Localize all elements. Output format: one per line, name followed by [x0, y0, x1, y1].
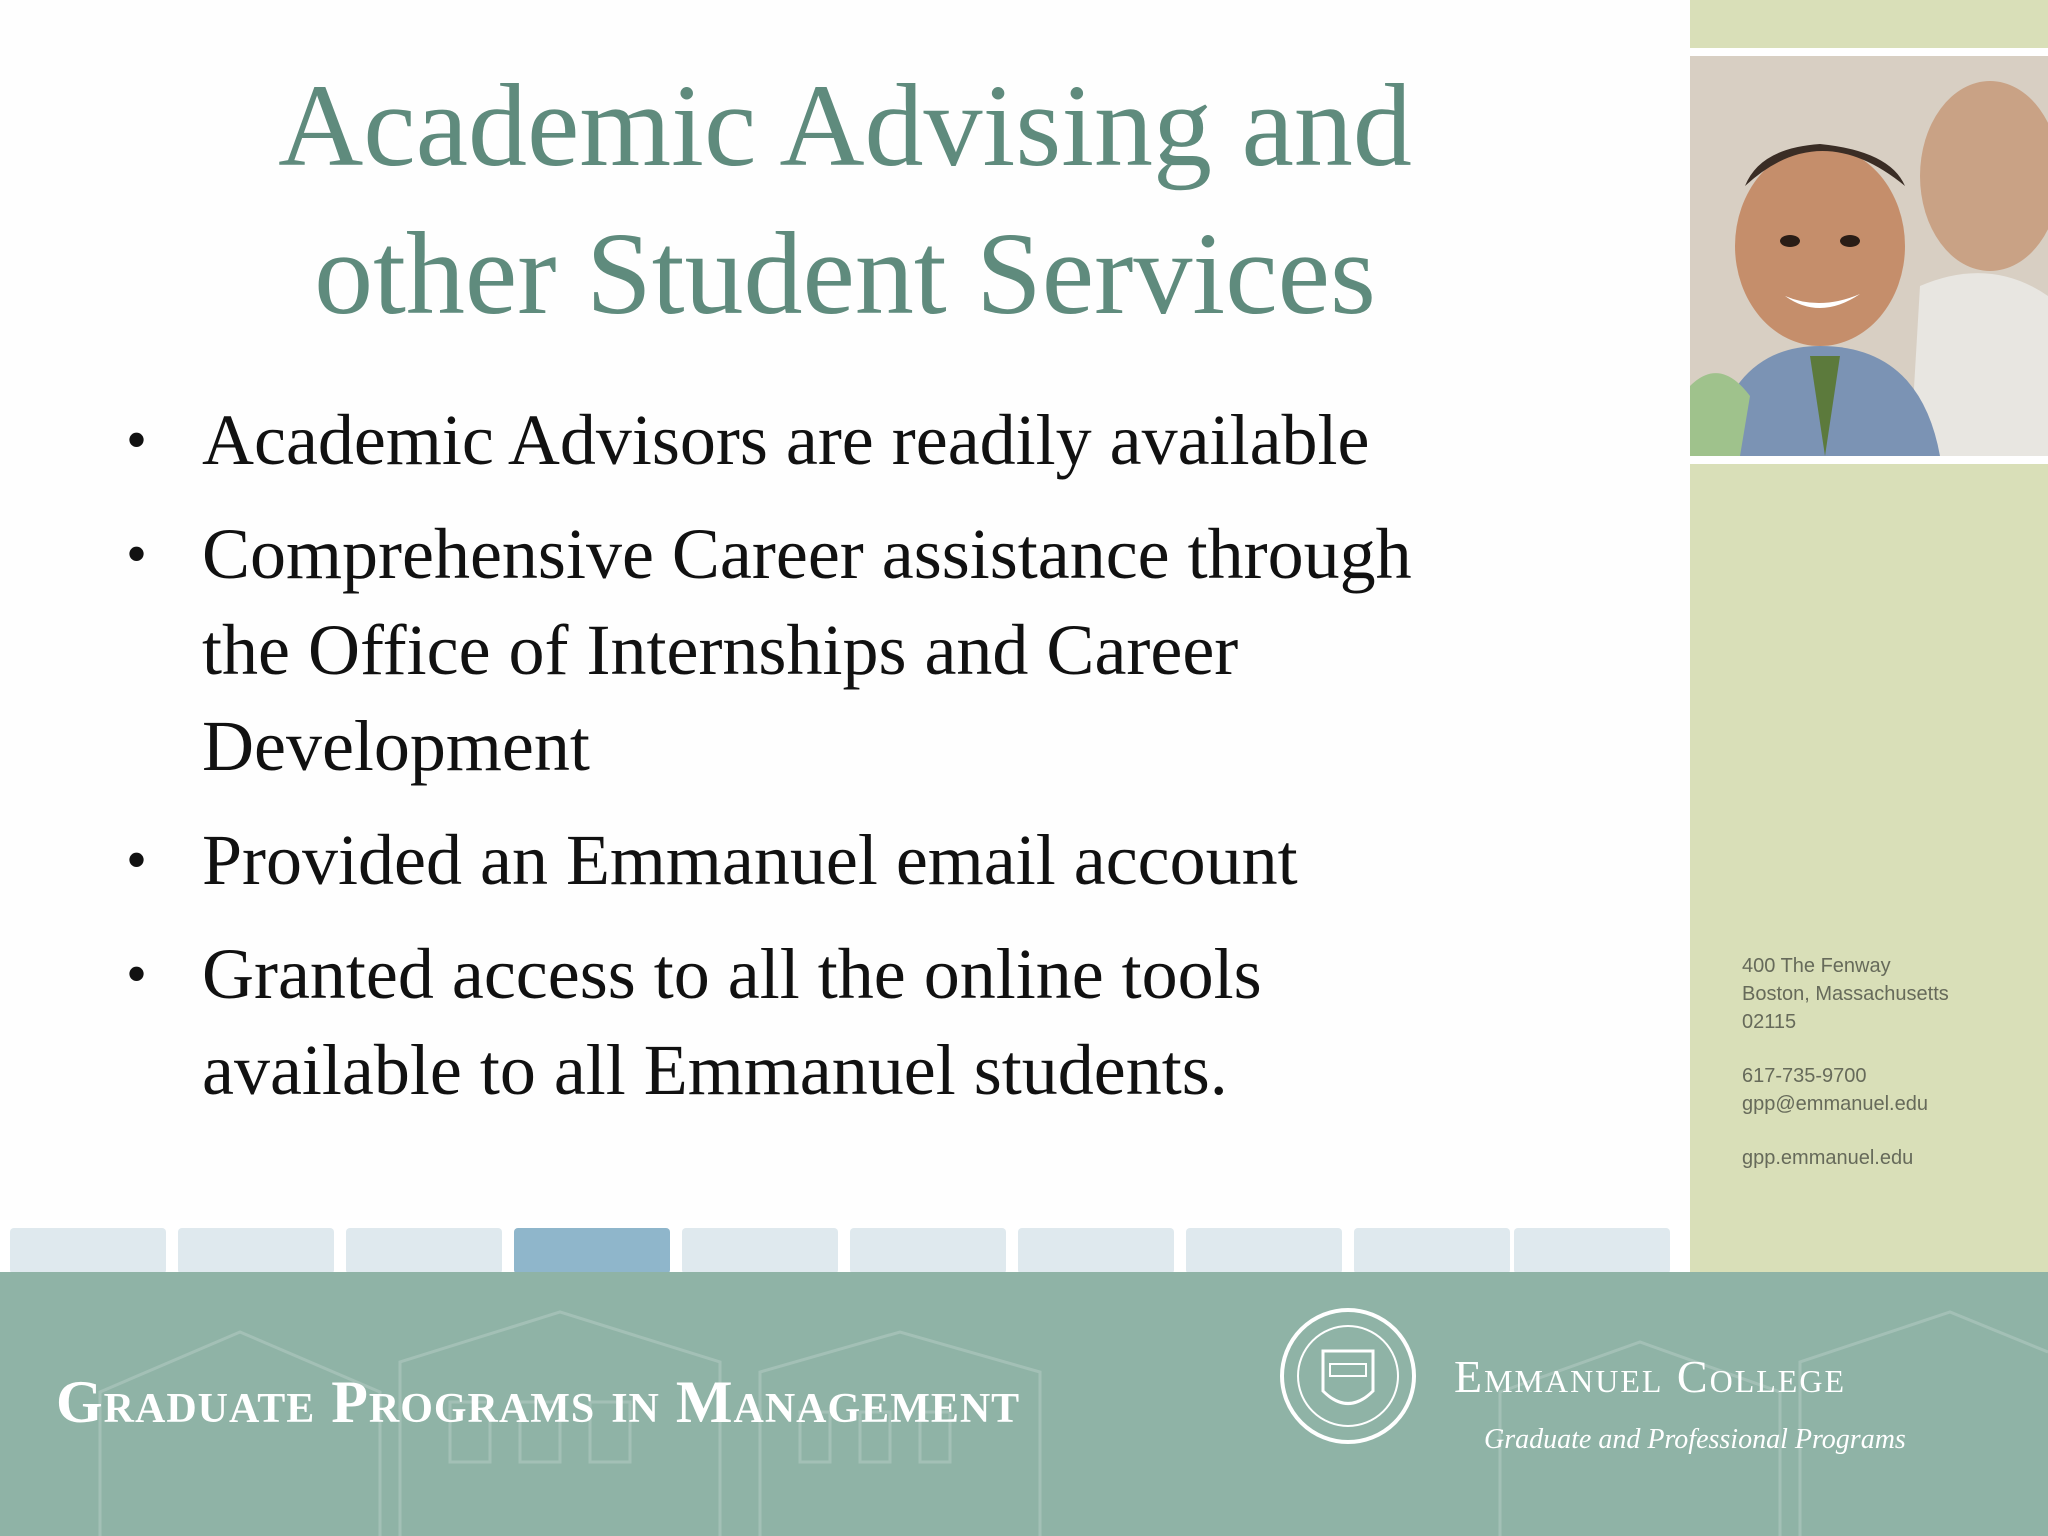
address-zip: 02115	[1742, 1011, 1797, 1033]
sidebar-divider	[1690, 48, 2048, 56]
progress-tabs	[10, 1228, 1670, 1274]
bullet-text-line: Development	[202, 706, 590, 786]
bullet-glyph: •	[126, 521, 148, 587]
college-seal-icon	[1278, 1306, 1418, 1446]
footer-program-name: Graduate Programs in Management	[56, 1369, 1021, 1435]
bullet-item	[118, 392, 1538, 488]
contact-website[interactable]: gpp.emmanuel.edu	[1742, 1147, 1914, 1169]
people-photo-icon	[1690, 56, 2048, 456]
sidebar-divider	[1690, 456, 2048, 464]
progress-tab[interactable]	[178, 1228, 334, 1274]
bullet-glyph: •	[126, 941, 148, 1007]
bullet-text-line: available to all Emmanuel students.	[202, 1030, 1228, 1110]
footer-banner	[0, 1272, 2048, 1536]
bullet-list	[118, 392, 1538, 1136]
progress-tab[interactable]	[1018, 1228, 1174, 1274]
progress-tab[interactable]	[682, 1228, 838, 1274]
bullet-text-line: Granted access to all the online tools	[202, 934, 1262, 1014]
progress-tab[interactable]	[850, 1228, 1006, 1274]
bullet-item	[118, 926, 1538, 1118]
slide-title-line: Academic Advising and	[278, 60, 1412, 191]
address-street: 400 The Fenway	[1742, 955, 1891, 977]
progress-tab[interactable]	[346, 1228, 502, 1274]
bullet-glyph: •	[126, 407, 148, 473]
bullet-item	[118, 506, 1538, 794]
college-subtitle: Graduate and Professional Programs	[1484, 1424, 1906, 1455]
progress-tab[interactable]	[1514, 1228, 1670, 1274]
contact-info	[1742, 952, 2042, 1172]
bullet-text-line: Comprehensive Career assistance through	[202, 514, 1412, 594]
bullet-item	[118, 812, 1538, 908]
progress-tab[interactable]	[1354, 1228, 1510, 1274]
contact-phone: 617-735-9700	[1742, 1065, 1867, 1087]
progress-tab[interactable]	[1186, 1228, 1342, 1274]
bullet-glyph: •	[126, 827, 148, 893]
bullet-text: Provided an Emmanuel email account	[202, 820, 1298, 900]
contact-email[interactable]: gpp@emmanuel.edu	[1742, 1093, 1928, 1115]
people-photo	[1690, 56, 2048, 456]
progress-tab-active[interactable]	[514, 1228, 670, 1274]
slide-title	[0, 52, 1690, 348]
slide-title-line: other Student Services	[314, 208, 1376, 339]
college-name: Emmanuel College	[1454, 1351, 1847, 1402]
progress-tab[interactable]	[10, 1228, 166, 1274]
bullet-text-line: the Office of Internships and Career	[202, 610, 1239, 690]
address-city: Boston, Massachusetts	[1742, 983, 1949, 1005]
sidebar	[1690, 0, 2048, 1272]
bullet-text: Academic Advisors are readily available	[202, 400, 1370, 480]
